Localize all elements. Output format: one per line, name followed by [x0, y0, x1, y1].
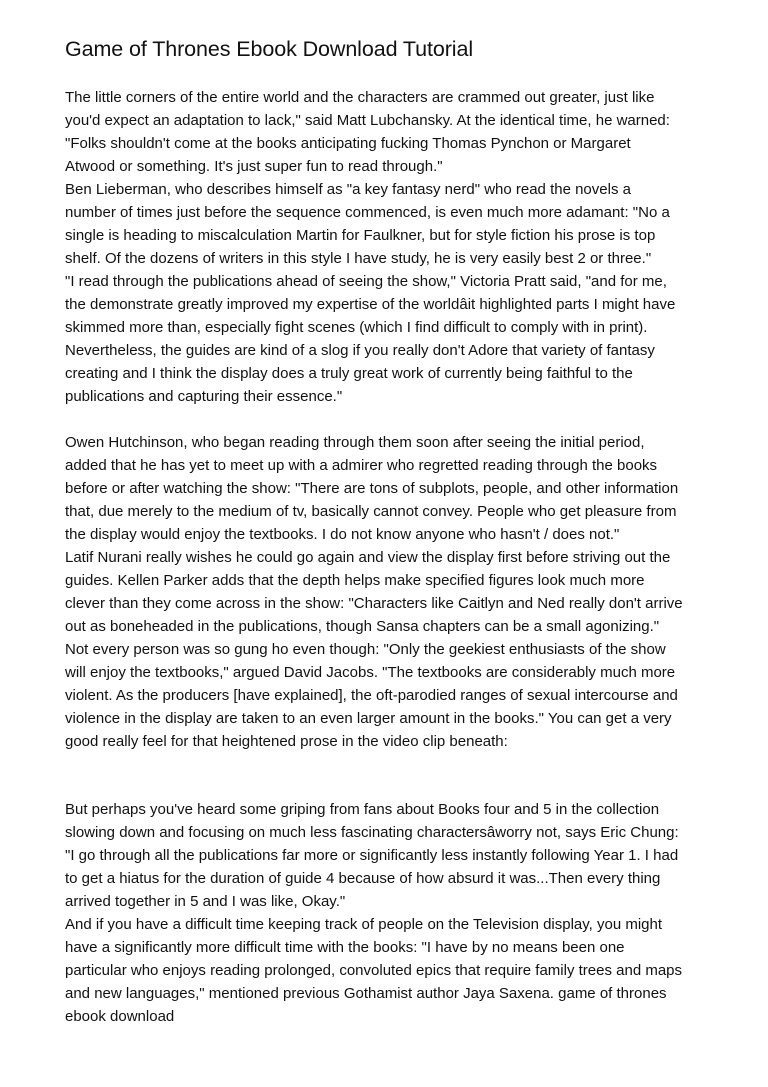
text-line: will enjoy the textbooks," argued David Jacobs. "The textbooks are considerably much more	[65, 664, 676, 681]
text-line: violent. As the producers [have explained], the oft-parodied ranges of sexual intercourse and	[65, 687, 678, 704]
document-title: Game of Thrones Ebook Download Tutorial	[65, 37, 474, 61]
text-line: number of times just before the sequence commenced, is even much more adamant: "No a	[65, 204, 670, 221]
text-line: and new languages," mentioned previous Gothamist author Jaya Saxena. game of thrones	[65, 985, 667, 1002]
text-line: But perhaps you've heard some griping from fans about Books four and 5 in the collection	[65, 801, 660, 818]
text-line: the demonstrate greatly improved my expertise of the worldâit highlighted parts I might have	[65, 296, 676, 313]
text-line: good really feel for that heightened prose in the video clip beneath:	[65, 733, 508, 750]
text-line: "I read through the publications ahead of seeing the show," Victoria Pratt said, "and for me,	[65, 273, 667, 290]
text-line: Latif Nurani really wishes he could go again and view the display first before striving out the	[65, 549, 671, 566]
paragraph-1	[65, 86, 725, 408]
text-line: you'd expect an adaptation to lack," said Matt Lubchansky. At the identical time, he warned:	[65, 112, 670, 129]
text-line: Not every person was so gung ho even though: "Only the geekiest enthusiasts of the show	[65, 641, 666, 658]
video-placeholder-gap	[65, 753, 725, 798]
text-line: violence in the display are taken to an even larger amount in the books." You can get a very	[65, 710, 672, 727]
text-line: creating and I think the display does a truly great work of currently being faithful to the	[65, 365, 633, 382]
text-line: shelf. Of the dozens of writers in this style I have study, he is very easily best 2 or three."	[65, 250, 652, 267]
text-line: skimmed more than, especially fight scenes (which I find difficult to comply with in print).	[65, 319, 648, 336]
text-line: particular who enjoys reading prolonged, convoluted epics that require family trees and maps	[65, 962, 683, 979]
text-line: "I go through all the publications far more or significantly less instantly following Year 1. I had	[65, 847, 679, 864]
text-line: that, due merely to the medium of tv, basically cannot convey. People who get pleasure from	[65, 503, 677, 520]
text-line: the display would enjoy the textbooks. I do not know anyone who hasn't / does not."	[65, 526, 620, 543]
text-line: to get a hiatus for the duration of guide 4 because of how absurd it was...Then every thing	[65, 870, 661, 887]
text-line: slowing down and focusing on much less fascinating charactersâworry not, says Eric Chung:	[65, 824, 679, 841]
text-line: publications and capturing their essence."	[65, 388, 343, 405]
text-line: Owen Hutchinson, who began reading through them soon after seeing the initial period,	[65, 434, 645, 451]
text-line: And if you have a difficult time keeping track of people on the Television display, you might	[65, 916, 663, 933]
paragraph-spacer	[65, 408, 725, 431]
text-line: added that he has yet to meet up with a admirer who regretted reading through the books	[65, 457, 658, 474]
text-line: The little corners of the entire world and the characters are crammed out greater, just like	[65, 89, 655, 106]
text-line: ebook download	[65, 1008, 175, 1025]
text-line: Ben Lieberman, who describes himself as "a key fantasy nerd" who read the novels a	[65, 181, 631, 198]
text-line: Nevertheless, the guides are kind of a slog if you really don't Adore that variety of fantasy	[65, 342, 655, 359]
text-line: guides. Kellen Parker adds that the depth helps make specified figures look much more	[65, 572, 645, 589]
paragraph-2	[65, 431, 725, 753]
text-line: Atwood or something. It's just super fun to read through."	[65, 158, 443, 175]
text-line: have a significantly more difficult time with the books: "I have by no means been one	[65, 939, 625, 956]
text-line: arrived together in 5 and I was like, Okay."	[65, 893, 346, 910]
text-line: "Folks shouldn't come at the books anticipating fucking Thomas Pynchon or Margaret	[65, 135, 631, 152]
text-line: clever than they come across in the show: "Characters like Caitlyn and Ned really don't arrive	[65, 595, 683, 612]
text-line: single is heading to miscalculation Martin for Faulkner, but for style fiction his prose is top	[65, 227, 656, 244]
document-page	[65, 32, 725, 1028]
text-line: out as boneheaded in the publications, though Sansa chapters can be a small agonizing."	[65, 618, 660, 635]
paragraph-3	[65, 798, 725, 1028]
text-line: before or after watching the show: "There are tons of subplots, people, and other information	[65, 480, 679, 497]
